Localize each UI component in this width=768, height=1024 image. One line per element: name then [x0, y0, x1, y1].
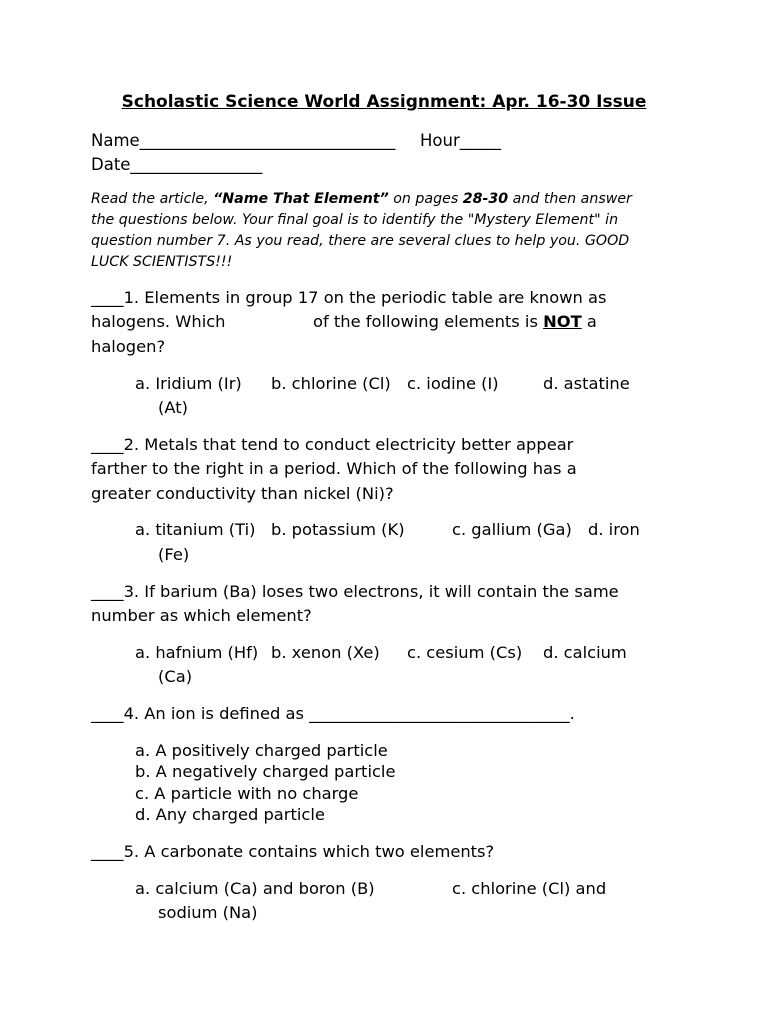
q4-option-c: c. A particle with no charge [135, 784, 359, 803]
question-1-line-2: halogens. Which [91, 312, 226, 331]
question-1-line-1: ____1. Elements in group 17 on the periodic table are known as [91, 288, 607, 307]
q3-option-c: c. cesium (Cs) [407, 643, 523, 662]
q1-option-d: d. astatine [543, 374, 630, 393]
question-5-line-1: ____5. A carbonate contains which two elements? [91, 842, 495, 861]
q1-option-c: c. iodine (I) [407, 374, 499, 393]
q2-option-d-cont: (Fe) [158, 545, 190, 564]
intro-line-2: the questions below. Your final goal is to identify the "Mystery Element" in [91, 212, 619, 228]
q1-option-a: a. Iridium (Ir) [135, 374, 242, 393]
question-1-line-3: halogen? [91, 337, 166, 356]
question-text: a [581, 312, 597, 331]
q5-option-a: a. calcium (Ca) and boron (B) [135, 879, 375, 898]
question-2-line-1: ____2. Metals that tend to conduct electricity better appear [91, 435, 574, 454]
q1-option-b: b. chlorine (Cl) [271, 374, 391, 393]
page-range: 28-30 [462, 191, 509, 207]
q5-option-c: c. chlorine (Cl) and [452, 879, 607, 898]
q2-option-a: a. titanium (Ti) [135, 520, 256, 539]
q3-option-d-cont: (Ca) [158, 667, 193, 686]
intro-line-3: question number 7. As you read, there are several clues to help you. GOOD [91, 233, 630, 249]
q1-option-d-cont: (At) [158, 398, 188, 417]
intro-text: on pages [388, 191, 463, 207]
q4-option-d: d. Any charged particle [135, 805, 325, 824]
question-1-line-2b [313, 312, 597, 331]
worksheet-title: Scholastic Science World Assignment: Apr. 16-30 Issue [121, 92, 647, 112]
hour-field[interactable]: Hour_____ [420, 131, 501, 150]
intro-line-4: LUCK SCIENTISTS!!! [91, 254, 233, 270]
q2-option-b: b. potassium (K) [271, 520, 405, 539]
q4-option-a: a. A positively charged particle [135, 741, 388, 760]
question-text: of the following elements is [313, 312, 544, 331]
q2-option-c: c. gallium (Ga) [452, 520, 572, 539]
q3-option-a: a. hafnium (Hf) [135, 643, 259, 662]
article-title: “Name That Element” [213, 191, 389, 207]
question-3-line-2: number as which element? [91, 606, 312, 625]
question-2-line-2: farther to the right in a period. Which of the following has a [91, 459, 577, 478]
not-emphasis: NOT [543, 312, 582, 331]
question-4-line-1: ____4. An ion is defined as ________________________________. [91, 704, 575, 723]
q2-option-d: d. iron [588, 520, 640, 539]
q3-option-d: d. calcium [543, 643, 627, 662]
date-field[interactable]: Date________________ [91, 155, 263, 174]
q4-option-b: b. A negatively charged particle [135, 762, 396, 781]
q3-option-b: b. xenon (Xe) [271, 643, 380, 662]
question-3-line-1: ____3. If barium (Ba) loses two electrons, it will contain the same [91, 582, 619, 601]
name-field[interactable]: Name_______________________________ [91, 131, 396, 150]
intro-text: and then answer [508, 191, 632, 207]
question-2-line-3: greater conductivity than nickel (Ni)? [91, 484, 394, 503]
intro-line-1 [91, 191, 632, 207]
intro-text: Read the article, [91, 191, 214, 207]
q5-option-a-cont: sodium (Na) [158, 903, 258, 922]
